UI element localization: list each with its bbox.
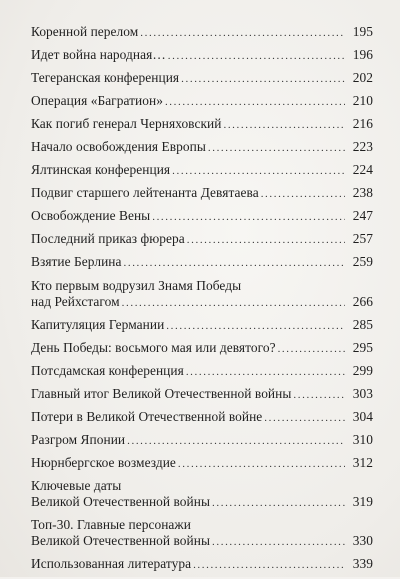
toc-entry [31,317,373,334]
dot-leader [193,557,345,573]
toc-entry-title: Потери в Великой Отечественной войне [31,408,263,424]
toc-entry-title: Разгром Японии [31,431,126,447]
dot-leader [186,364,345,380]
dot-leader [278,341,345,357]
toc-entry-page: 210 [352,93,373,109]
toc-entry-title: Великой Отечественной войны [31,532,211,548]
toc-entry-title: Взятие Берлина [31,254,122,270]
dot-leader [178,456,345,472]
toc-entry [31,116,373,133]
toc-entry-title: Ялтинская конференция [31,162,171,178]
dot-leader [208,140,345,156]
toc-entry [31,254,373,271]
toc-entry [31,455,373,472]
toc-entry [31,517,373,550]
toc-entry-title: Подвиг старшего лейтенанта Девятаева [31,185,259,201]
toc-entry-title: День Победы: восьмого мая или девятого? [31,339,276,355]
toc-entry [31,93,373,110]
dot-leader [264,410,345,426]
toc-entry-title: Главный итог Великой Отечественной войны [31,385,292,401]
toc-entry [31,556,373,573]
toc-entry [31,432,373,449]
dot-leader [140,25,345,41]
toc-entry [31,340,373,357]
toc-entry-page: 299 [352,362,373,378]
toc-entry [31,363,373,380]
toc-entry [31,162,373,179]
dot-leader [168,48,345,64]
toc-entry-title-line1: Кто первым водрузил Знамя Победы [31,277,242,293]
dot-leader [122,295,345,311]
dot-leader [261,186,345,202]
dot-leader [172,163,345,179]
toc-entry [31,278,373,311]
toc-entry-page: 223 [352,139,373,155]
toc-entry-page: 259 [352,254,373,270]
toc-entry [31,24,373,41]
dot-leader [212,534,345,550]
toc-entry [31,208,373,225]
toc-entry-title: Использованная литература [31,555,192,571]
toc-entry-title-line1: Ключевые даты [31,477,122,493]
toc-entry [31,139,373,156]
dot-leader [223,117,345,133]
toc-entry-page: 285 [352,316,373,332]
dot-leader [124,255,346,271]
dot-leader [293,387,345,403]
toc-entry-page: 339 [352,555,373,571]
toc-entry-title: Потсдамская конференция [31,362,184,378]
toc-entry-page: 224 [352,162,373,178]
toc-entry-page: 303 [352,385,373,401]
toc-entry-title: Тегеранская конференция [31,70,180,86]
toc-entry [31,47,373,64]
toc-entry-title: Коренной перелом [31,24,139,39]
toc-entry-title: Как погиб генерал Черняховский [31,116,222,132]
toc-entry-page: 319 [352,493,373,509]
toc-entry-title: Начало освобождения Европы [31,139,206,155]
toc-entry-page: 295 [352,339,373,355]
toc-entry-title: Операция «Багратион» [31,93,163,109]
toc-entry [31,70,373,87]
toc-entry-page: 304 [352,408,373,424]
dot-leader [187,232,345,248]
toc-entry-title: Великой Отечественной войны [31,493,211,509]
toc-entry-page: 312 [352,454,373,470]
toc-entry-title: Нюрнбергское возмездие [31,454,176,470]
toc-entry-page: 247 [352,208,373,224]
toc-entry-page: 310 [352,431,373,447]
dot-leader [127,433,345,449]
toc-entry-page: 216 [352,116,373,132]
toc-entry [31,386,373,403]
toc-entry-title: Идет война народная… [31,47,166,63]
toc-entry-page: 266 [352,293,373,309]
dot-leader [181,71,345,87]
dot-leader [212,495,345,511]
toc-entry [31,478,373,511]
toc-entry-page: 202 [352,70,373,86]
toc-entry-page: 196 [352,47,373,63]
toc-entry-page: 330 [352,532,373,548]
toc-entry-page: 195 [352,24,373,39]
toc-entry [31,185,373,202]
toc-entry-title: Освобождение Вены [31,208,151,224]
toc-entry [31,409,373,426]
toc-entry-page: 257 [352,231,373,247]
toc-entry-title: Капитуляция Германии [31,316,165,332]
dot-leader [152,209,345,225]
toc-entry-title: над Рейхстагом [31,293,120,309]
table-of-contents [31,24,373,579]
toc-entry-title: Последний приказ фюрера [31,231,185,247]
dot-leader [166,318,345,334]
toc-entry-title-line1: Топ-30. Главные персонажи [31,516,191,532]
toc-entry-page: 238 [352,185,373,201]
dot-leader [165,94,345,110]
toc-entry [31,231,373,248]
